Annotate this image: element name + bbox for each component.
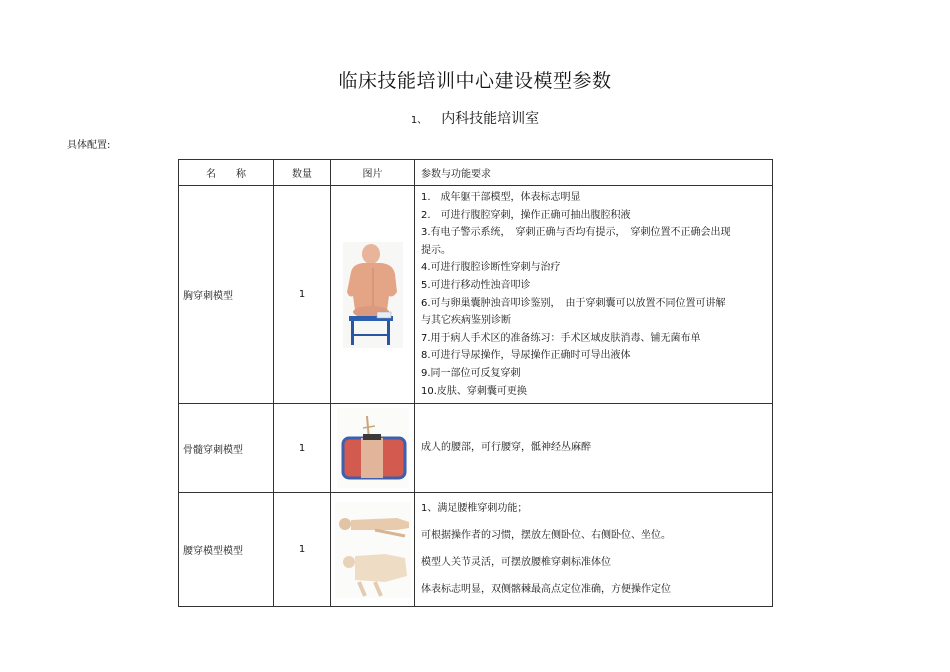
section-heading (0, 108, 950, 128)
row-name: 腰穿模型模型 (179, 493, 274, 607)
param-line: 8.可进行导尿操作，导尿操作正确时可导出液体 (421, 350, 631, 362)
lumbar-block-model-photo-icon (337, 408, 409, 488)
param-line: 1. 成年躯干部模型，体表标志明显 (421, 192, 581, 203)
torso-puncture-model-photo-icon (343, 242, 403, 348)
spec-table (178, 159, 773, 607)
row-qty: 1 (274, 404, 331, 493)
row-image (331, 493, 415, 607)
header-qty: 数量 (274, 160, 331, 186)
param-line: 10.皮肤、穿刺囊可更换 (421, 385, 527, 397)
row-params (415, 493, 773, 607)
document-title: 临床技能培训中心建设模型参数 (338, 70, 612, 92)
param-line: 1、满足腰椎穿刺功能； (421, 503, 528, 515)
param-line: 5.可进行移动性浊音叩诊 (421, 279, 531, 291)
param-line: 3.有电子警示系统， 穿刺正确与否均有提示， 穿刺位置不正确会出现 (421, 227, 731, 239)
row-qty: 1 (274, 493, 331, 607)
param-line: 可根据操作者的习惯，摆放左侧卧位、右侧卧位、坐位。 (421, 530, 671, 542)
param-line: 成人的腰部，可行腰穿，骶神经丛麻醉 (421, 442, 591, 454)
section-number: 1、 (410, 115, 428, 126)
full-body-manikin-photo-icon (335, 502, 411, 598)
header-name: 名 称 (179, 160, 274, 186)
row-params (415, 186, 773, 404)
row-qty: 1 (274, 186, 331, 404)
param-line: 6.可与卵巢囊肿浊音叩诊鉴别， 由于穿刺囊可以放置不同位置可讲解 (421, 297, 726, 309)
table-row (179, 493, 773, 607)
row-name: 胸穿刺模型 (179, 186, 274, 404)
table-row (179, 186, 773, 404)
row-params (415, 404, 773, 493)
param-line: 体表标志明显，双侧髂棘最高点定位准确，方便操作定位 (421, 584, 671, 596)
table-header-row (179, 160, 773, 186)
row-image (331, 186, 415, 404)
row-name: 骨髓穿刺模型 (179, 404, 274, 493)
header-image: 图片 (331, 160, 415, 186)
param-line: 模型人关节灵活，可摆放腰椎穿刺标准体位 (421, 557, 611, 569)
param-line: 7.用于病人手术区的准备练习：手术区域皮肤消毒、铺无菌布单 (421, 332, 701, 344)
row-image (331, 404, 415, 493)
param-line: 2. 可进行腹腔穿刺，操作正确可抽出腹腔积液 (421, 209, 631, 221)
param-line: 9.同一部位可反复穿刺 (421, 367, 521, 379)
param-line: 4.可进行腹腔诊断性穿刺与治疗 (421, 262, 561, 274)
config-label: 具体配置: (67, 140, 111, 151)
param-line: 提示。 (421, 244, 451, 256)
section-title: 内科技能培训室 (441, 111, 540, 127)
table-row (179, 404, 773, 493)
header-params: 参数与功能要求 (415, 160, 773, 186)
param-line: 与其它疾病鉴别诊断 (421, 315, 511, 327)
